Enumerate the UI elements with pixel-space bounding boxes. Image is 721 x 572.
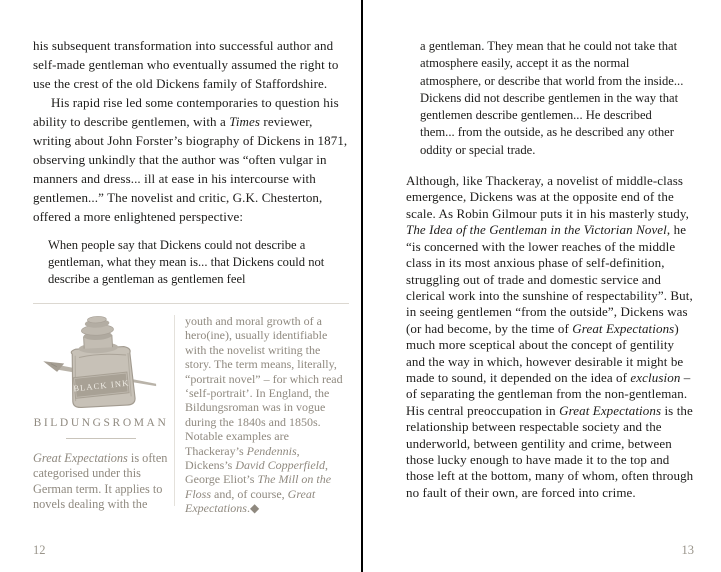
sidebar-caption: Great Expectations is often categorised under this German term. It applies to novels dealing with the (33, 451, 168, 512)
ink-bottle-illustration (33, 311, 169, 413)
sidebar-column-divider (174, 315, 175, 506)
sidebar-right-column: youth and moral growth of a hero(ine), usually identifiable with the novelist writing the story. The term means, literally, “portrait novel” – for which read ‘self-portrait’. In England, the Bildungsroman was in vogue during the 1840s and 1850s. Notable examples are Thackeray’s Pendennis, Dickens’s David Copperfield, George Eliot’s The Mill on the Floss and, of course, Great Expectations.◆ (185, 314, 343, 516)
page-right (363, 0, 721, 572)
chesterton-quote: When people say that Dickens could not describe a gentleman, what they mean is... that Dickens could not describe a gentleman as gentlemen feel (48, 238, 325, 286)
ink-bottle-icon (38, 311, 164, 413)
chesterton-quote-continued: a gentleman. They mean that he could not take that atmosphere easily, accept it as the normal atmosphere, or describe that world from the inside... Dickens did not describe gentlemen in the way that gentlemen describe gentlemen... He described them... from the outside, as he described any other oddity or special trade. (420, 39, 684, 157)
body-paragraph: his subsequent transformation into successful author and self-made gentleman who eventually assumed the right to use the crest of the old Dickens family of Staffordshire. (33, 38, 339, 91)
page-number-right: 13 (681, 543, 694, 557)
ink-bottle-label: BLACK INK (72, 377, 130, 394)
bildungsroman-sidebar (33, 311, 349, 516)
body-paragraph: His rapid rise led some contemporaries to question his ability to describe gentlemen, with a Times reviewer, writing about John Forster’s biography of Dickens in 1871, observing unkindly that the author was “often vulgar in manners and dress... ill at ease in his intercourse with gentlemen...” The novelist and critic, G.K. Chesterton, offered a more enlightened perspective: (33, 95, 348, 224)
sidebar-top-rule (33, 303, 349, 304)
sidebar-left-column (33, 311, 169, 516)
sidebar-short-rule (66, 438, 136, 439)
page-number-left: 12 (33, 543, 46, 557)
sidebar-heading: BILDUNGSROMAN (33, 417, 169, 429)
body-paragraph: Although, like Thackeray, a novelist of middle-class emergence, Dickens was at the opposite end of the scale. As Robin Gilmour puts it in his masterly study, The Idea of the Gentleman in the Victorian Novel, he “is concerned with the lower reaches of the middle class in its most anxious phase of self-definition, struggling out of trade and domestic service and clerical work into the sunshine of respectability”. But, in seeing gentlemen “from the outside”, Dickens was (or had become, by the time of Great Expectations) much more sceptical about the concept of gentility and the way in which, however desirable it might be made to sound, it depended on the idea of exclusion – of separating the gentleman from the non-gentleman. His central preoccupation in Great Expectations is the relationship between respectable society and the underworld, between gentility and crime, between those lucky enough to have made it to the top and those left at the bottom, many of whom, often through no fault of their own, are forced into crime. (406, 173, 694, 500)
